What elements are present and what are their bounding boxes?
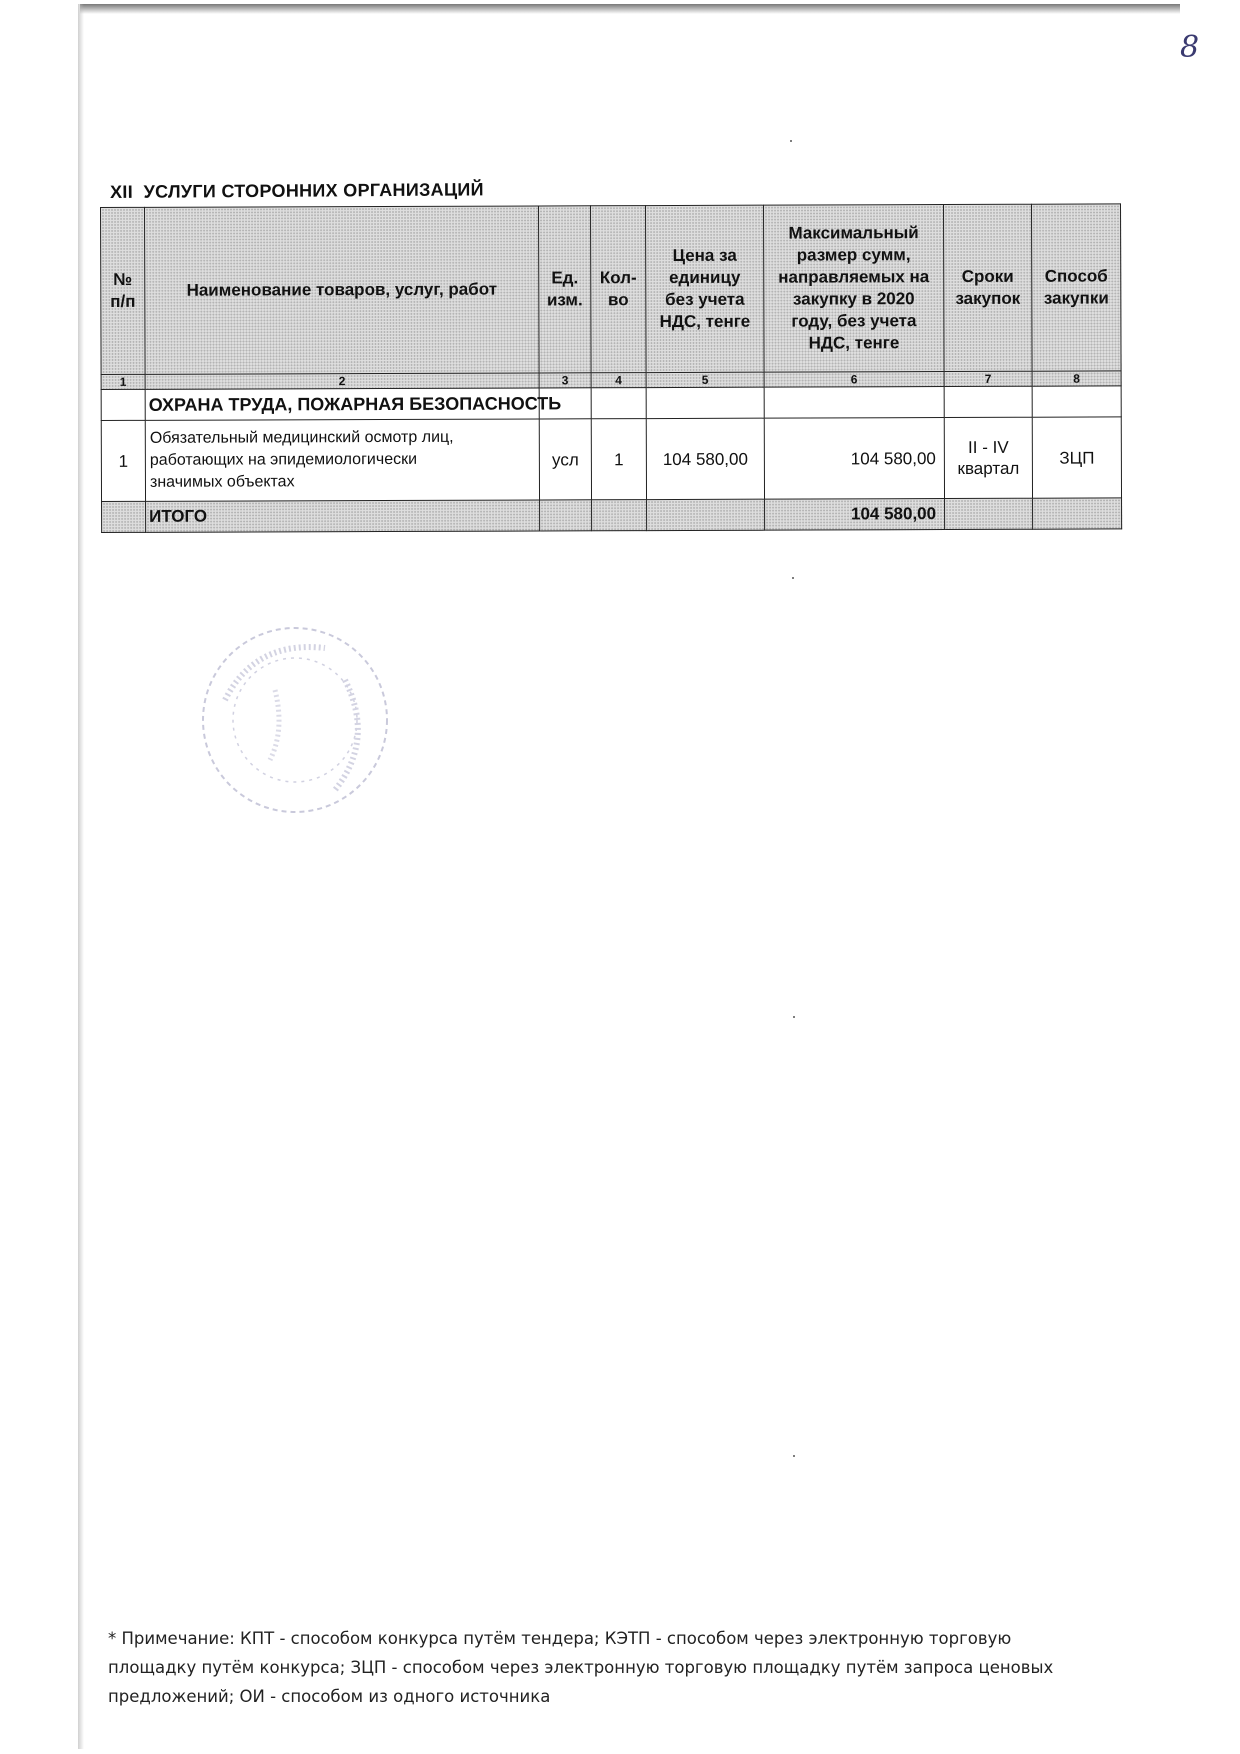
total-empty-cell [102,501,146,532]
seal-text-arc [335,680,358,790]
header-unit: Ед. изм. [538,206,591,373]
row-name: Обязательный медицинский осмотр лиц, работающих на эпидемиологически значимых объектах [145,419,539,501]
total-empty-cell [540,500,592,531]
seal-outer-ring [203,628,387,812]
total-row [102,498,1122,533]
category-empty-cell [764,387,944,419]
section-number: XII [110,181,134,202]
total-empty-cell [592,500,647,531]
seal-inner-ring [233,658,357,782]
category-empty-cell [101,389,145,420]
category-label: ОХРАНА ТРУДА, ПОЖАРНАЯ БЕЗОПАСНОСТЬ [145,388,539,420]
total-empty-cell [1033,498,1122,529]
column-number: 5 [646,372,764,387]
scan-edge-top [80,4,1180,14]
footnote-line: * Примечание: КПТ - способом конкурса путём тендера; КЭТП - способом через электронную торговую [108,1629,1012,1648]
row-method: ЗЦП [1032,417,1121,498]
scan-edge-left [78,4,84,1749]
column-number: 1 [101,374,145,389]
header-terms: Сроки закупок [943,204,1032,371]
column-number: 2 [145,373,539,389]
header-max-sum: Максимальный размер сумм, направляемых на закупку в 2020 году, без учета НДС, тенге [763,205,944,373]
column-number: 6 [764,372,944,388]
scan-speck [792,577,794,579]
row-qty: 1 [591,419,646,500]
total-label: ИТОГО [146,500,540,532]
row-terms: II - IV квартал [944,417,1032,498]
total-empty-cell [647,499,765,530]
category-empty-cell [944,386,1032,417]
footnote-line: предложений; ОИ - способом из одного источника [108,1687,551,1706]
table-row [101,417,1121,502]
section-title-text: УСЛУГИ СТОРОННИХ ОРГАНИЗАЦИЙ [143,179,484,202]
column-number: 7 [944,371,1032,386]
total-max-sum: 104 580,00 [765,499,945,531]
column-number: 4 [591,373,646,388]
category-row [101,386,1121,421]
header-row [101,204,1122,375]
row-max-sum: 104 580,00 [764,418,944,500]
row-num: 1 [101,420,145,501]
procurement-table [100,203,1122,533]
category-empty-cell [591,388,646,419]
scan-speck [790,140,792,142]
column-number: 8 [1032,371,1121,386]
row-unit: усл [539,419,591,500]
row-price: 104 580,00 [646,418,764,499]
procurement-table-wrapper [100,203,1121,533]
faded-seal-stamp [195,620,395,820]
footnote [108,1624,1108,1711]
category-empty-cell [1032,386,1121,417]
page-number: 8 [1180,30,1200,65]
header-num: № п/п [101,207,146,374]
header-name: Наименование товаров, услуг, работ [145,206,540,374]
category-empty-cell [646,387,764,418]
seal-center-text [270,690,279,760]
section-title [110,179,484,203]
header-method: Способ закупки [1031,204,1121,371]
header-qty: Кол- во [590,206,646,373]
header-price: Цена за единицу без учета НДС, тенге [645,205,764,372]
total-empty-cell [945,498,1033,529]
scan-speck [793,1455,795,1457]
scan-speck [793,1016,795,1018]
column-number: 3 [539,373,591,388]
footnote-line: площадку путём конкурса; ЗЦП - способом через электронную торговую площадку путём запроса ценовых [108,1658,1054,1677]
